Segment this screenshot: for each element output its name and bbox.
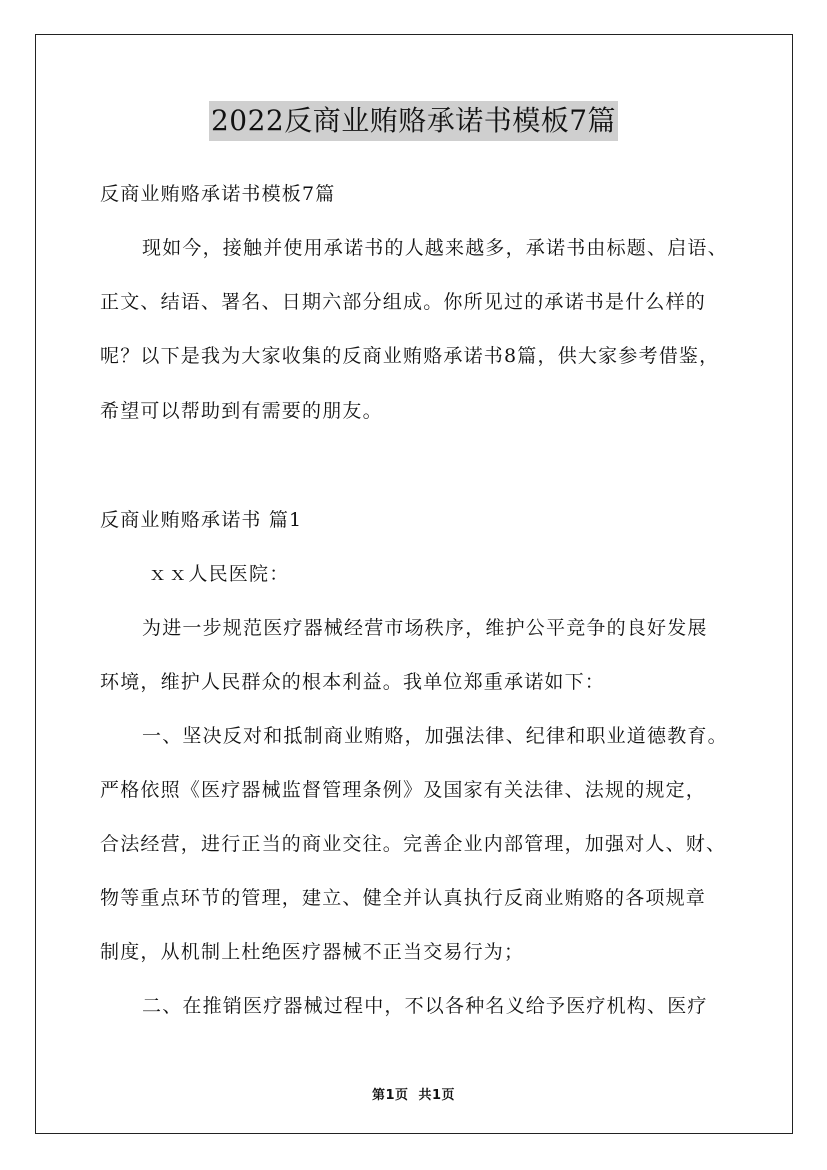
intro-line-4: 希望可以帮助到有需要的朋友。 xyxy=(100,400,383,422)
page-total: 共1页 xyxy=(418,1088,456,1103)
body-line-3: 一、坚决反对和抵制商业贿赂，加强法律、纪律和职业道德教育。 xyxy=(142,725,728,747)
salutation: ｘｘ人民医院： xyxy=(148,563,290,585)
page-number: 第1页 xyxy=(371,1088,409,1103)
section-heading: 反商业贿赂承诺书 篇1 xyxy=(100,509,303,531)
document-subtitle: 反商业贿赂承诺书模板7篇 xyxy=(100,183,336,205)
body-line-2: 环境，维护人民群众的根本利益。我单位郑重承诺如下： xyxy=(100,671,606,693)
body-line-5: 合法经营，进行正当的商业交往。完善企业内部管理，加强对人、财、 xyxy=(100,833,727,855)
page-footer xyxy=(0,1084,827,1103)
document-title-text: 2022反商业贿赂承诺书模板7篇 xyxy=(209,101,618,141)
intro-line-2: 正文、结语、署名、日期六部分组成。你所见过的承诺书是什么样的 xyxy=(100,291,707,313)
body-line-1: 为进一步规范医疗器械经营市场秩序，维护公平竞争的良好发展 xyxy=(142,617,708,639)
body-line-8: 二、在推销医疗器械过程中，不以各种名义给予医疗机构、医疗 xyxy=(142,995,708,1017)
body-line-4: 严格依照《医疗器械监督管理条例》及国家有关法律、法规的规定， xyxy=(100,779,707,801)
intro-line-3: 呢？以下是我为大家收集的反商业贿赂承诺书8篇，供大家参考借鉴， xyxy=(100,345,720,367)
body-line-7: 制度，从机制上杜绝医疗器械不正当交易行为； xyxy=(100,941,525,963)
document-title xyxy=(0,100,827,141)
body-line-6: 物等重点环节的管理，建立、健全并认真执行反商业贿赂的各项规章 xyxy=(100,887,707,909)
intro-line-1: 现如今，接触并使用承诺书的人越来越多，承诺书由标题、启语、 xyxy=(142,237,728,259)
